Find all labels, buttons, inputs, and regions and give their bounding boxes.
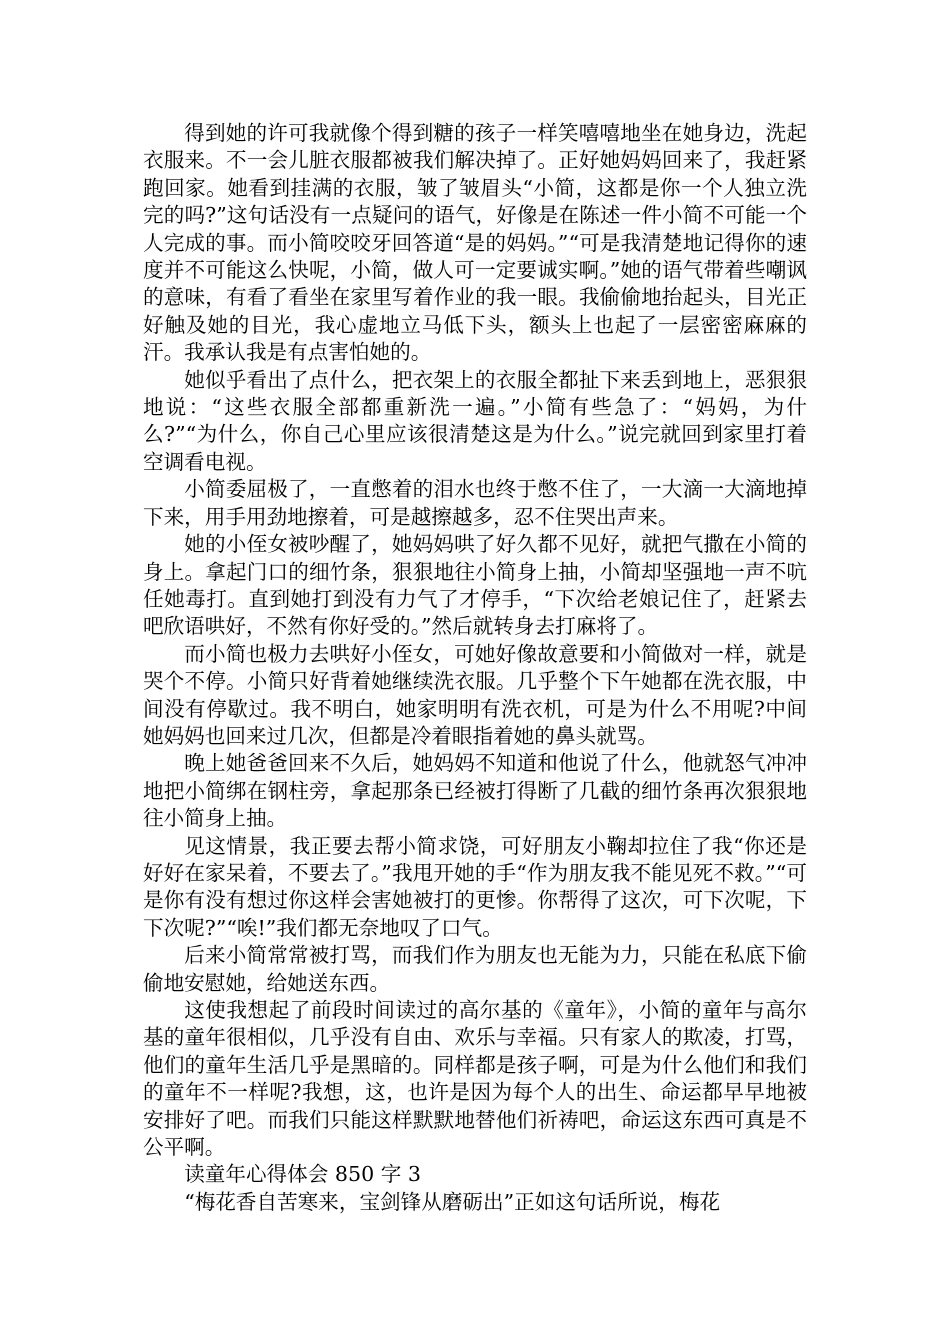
paragraph-6: 晚上她爸爸回来不久后，她妈妈不知道和他说了什么，他就怒气冲冲地把小简绑在钢柱旁，拿起那条已经被打得断了几截的细竹条再次狠狠地往小简身上抽。 bbox=[143, 751, 807, 831]
paragraph-4: 她的小侄女被吵醒了，她妈妈哄了好久都不见好，就把气撒在小简的身上。拿起门口的细竹条，狠狠地往小简身上抽，小简却坚强地一声不吭任她毒打。直到她打到没有力气了才停手，“下次给老娘记住了，赶紧去吧欣语哄好，不然有你好受的。”然后就转身去打麻将了。 bbox=[143, 532, 807, 639]
paragraph-1: 得到她的许可我就像个得到糖的孩子一样笑嘻嘻地坐在她身边，洗起衣服来。不一会儿脏衣服都被我们解决掉了。正好她妈妈回来了，我赶紧跑回家。她看到挂满的衣服，皱了皱眉头“小简，这都是你一个人独立洗完的吗?”这句话没有一点疑问的语气，好像是在陈述一件小简不可能一个人完成的事。而小简咬咬牙回答道“是的妈妈。”“可是我清楚地记得你的速度并不可能这么快呢，小简，做人可一定要诚实啊。”她的语气带着些嘲讽的意味，有看了看坐在家里写着作业的我一眼。我偷偷地抬起头，目光正好触及她的目光，我心虚地立马低下头，额头上也起了一层密密麻麻的汗。我承认我是有点害怕她的。 bbox=[143, 121, 807, 365]
paragraph-3: 小简委屈极了，一直憋着的泪水也终于憋不住了，一大滴一大滴地掉下来，用手用劲地擦着，可是越擦越多，忍不住哭出声来。 bbox=[143, 477, 807, 529]
section-heading: 读童年心得体会 850 字 3 bbox=[184, 1162, 421, 1187]
paragraph-7: 见这情景，我正要去帮小简求饶，可好朋友小鞠却拉住了我“你还是好好在家呆着，不要去了。”我甩开她的手“作为朋友我不能见死不救。”“可是你有没有想过你这样会害她被打的更惨。你帮得了这次，可下次呢，下下次呢?”“唉!”我们都无奈地叹了口气。 bbox=[143, 833, 807, 940]
paragraph-2: 她似乎看出了点什么，把衣架上的衣服全都扯下来丢到地上，恶狠狠地说：“这些衣服全部都重新洗一遍。”小简有些急了：“妈妈，为什么?”“为什么，你自己心里应该很清楚这是为什么。”说完就回到家里打着空调看电视。 bbox=[143, 367, 807, 474]
paragraph-9: 这使我想起了前段时间读过的高尔基的《童年》，小简的童年与高尔基的童年很相似，几乎没有自由、欢乐与幸福。只有家人的欺凌，打骂，他们的童年生活几乎是黑暗的。同样都是孩子啊，可是为什么他们和我们的童年不一样呢?我想，这，也许是因为每个人的出生、命运都早早地被安排好了吧。而我们只能这样默默地替他们祈祷吧，命运这东西可真是不公平啊。 bbox=[143, 998, 807, 1160]
paragraph-8: 后来小简常常被打骂，而我们作为朋友也无能为力，只能在私底下偷偷地安慰她，给她送东西。 bbox=[143, 943, 807, 995]
paragraph-5: 而小简也极力去哄好小侄女，可她好像故意要和小简做对一样，就是哭个不停。小简只好背着她继续洗衣服。几乎整个下午她都在洗衣服，中间没有停歇过。我不明白，她家明明有洗衣机，可是为什么不用呢?中间她妈妈也回来过几次，但都是冷着眼指着她的鼻头就骂。 bbox=[143, 641, 807, 748]
paragraph-10: “梅花香自苦寒来，宝剑锋从磨砺出”正如这句话所说，梅花 bbox=[184, 1189, 721, 1214]
document-body bbox=[143, 120, 807, 1216]
